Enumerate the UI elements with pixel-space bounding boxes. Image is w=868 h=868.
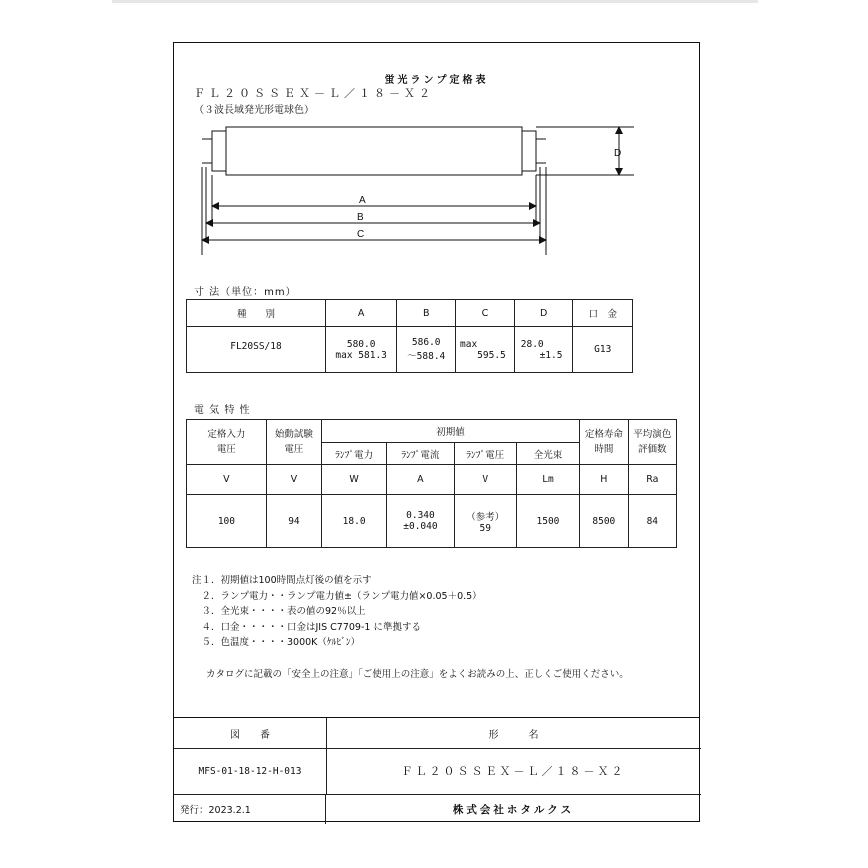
dim-header-a: A	[325, 300, 396, 327]
dim-b-value: 586.0	[411, 337, 441, 348]
note-item: ３．全光束・・・・表の値の92％以上	[192, 606, 366, 617]
elec-value-flux: 1500	[516, 495, 579, 548]
elec-value-voltage-main: 59	[479, 522, 491, 534]
model-subtitle: （３波長域発光形電球色）	[194, 105, 314, 116]
elec-header-cri	[628, 420, 676, 465]
elec-value-cri: 84	[628, 495, 676, 548]
elec-header-cri-line2: 評価数	[638, 444, 667, 455]
dimensions-header-row	[187, 300, 633, 327]
company-name: 株式会社ホタルクス	[452, 803, 575, 816]
dim-header-d: D	[514, 300, 573, 327]
elec-value-life: 8500	[580, 495, 629, 548]
dim-header-b: B	[397, 300, 456, 327]
lamp-cap-left	[212, 131, 226, 171]
dim-d-tolerance: ±1.5	[539, 349, 563, 361]
note-item: ５．色温度・・・・3000K（ｹﾙﾋﾞﾝ）	[192, 637, 361, 648]
elec-unit-cri: Ra	[628, 465, 676, 495]
elec-header-life-line2: 時間	[594, 444, 614, 455]
elec-value-start-test: 94	[266, 495, 321, 548]
electrical-table	[186, 419, 677, 548]
elec-value-current	[387, 495, 454, 548]
dimension-label-d: D	[614, 148, 622, 159]
notes-list	[192, 573, 482, 651]
elec-value-current-main: 0.340	[406, 510, 435, 521]
elec-value-voltage	[454, 495, 516, 548]
elec-units-row	[187, 465, 677, 495]
dim-base: G13	[573, 327, 633, 373]
dim-a-value: 580.0	[346, 338, 376, 350]
dim-b	[397, 327, 456, 373]
elec-value-power: 18.0	[322, 495, 387, 548]
dim-c-max: max	[460, 338, 478, 350]
sheet-title: 蛍光ランプ定格表	[384, 75, 489, 86]
dim-d-value: 28.0	[520, 338, 544, 350]
elec-unit-current: A	[387, 465, 454, 495]
lamp-tube	[226, 127, 522, 175]
elec-header-start-test	[266, 420, 321, 465]
dim-a-max: max 581.3	[335, 349, 387, 361]
elec-value-rated-voltage: 100	[187, 495, 267, 548]
elec-header-row-1	[187, 420, 677, 443]
elec-unit-voltage: V	[454, 465, 516, 495]
note-item: 注１．初期値は100時間点灯後の値を示す	[192, 575, 372, 586]
elec-value-current-tolerance: ±0.040	[403, 521, 438, 532]
dimension-label-a: A	[359, 195, 366, 206]
spec-sheet	[173, 42, 700, 822]
dimension-label-c: C	[357, 229, 365, 240]
elec-unit-flux: Lm	[516, 465, 579, 495]
elec-values-row	[187, 495, 677, 548]
dim-b-range: ～588.4	[407, 351, 446, 362]
elec-header-rated-voltage-line1: 定格入力	[207, 429, 246, 440]
dim-header-type: 種 別	[187, 300, 326, 327]
elec-header-lamp-power: ﾗﾝﾌﾟ電力	[322, 443, 387, 465]
caution-text: カタログに記載の「安全上の注意」「ご使用上の注意」をよくお読みの上、正しくご使用ください。	[206, 669, 629, 680]
elec-header-rated-voltage-line2: 電圧	[216, 444, 236, 455]
dim-c	[456, 327, 515, 373]
elec-header-start-test-line1: 始動試験	[274, 429, 313, 440]
model-name: ＦＬ２０ＳＳＥＸ－Ｌ／１８－Ｘ２	[326, 748, 701, 795]
dimensions-heading: 寸 法（単位：mm）	[194, 287, 297, 298]
title-block	[174, 717, 699, 824]
elec-unit-power: W	[322, 465, 387, 495]
elec-header-flux: 全光束	[516, 443, 579, 465]
elec-header-cri-line1: 平均演色	[633, 429, 672, 440]
note-item: ２．ランプ電力・・ランプ電力値±（ランプ電力値×0.05＋0.5）	[192, 590, 482, 602]
page-top-border	[112, 0, 758, 3]
lamp-dimension-drawing	[174, 43, 701, 273]
elec-header-life	[580, 420, 629, 465]
elec-header-start-test-line2: 電圧	[284, 444, 304, 455]
elec-unit-start-test: V	[266, 465, 321, 495]
model-number: ＦＬ２０ＳＳＥＸ－Ｌ／１８－Ｘ２	[194, 87, 434, 100]
elec-header-initial: 初期値	[322, 420, 580, 443]
lamp-cap-right	[522, 131, 536, 171]
issue-date: 発行：2023.2.1	[174, 794, 326, 824]
dim-c-value: 595.5	[477, 349, 506, 361]
dim-header-base: 口 金	[573, 300, 633, 327]
elec-unit-rated-voltage: V	[187, 465, 267, 495]
elec-header-lamp-current: ﾗﾝﾌﾟ電流	[387, 443, 454, 465]
dimensions-data-row	[187, 327, 633, 373]
dim-d	[514, 327, 573, 373]
drawing-number-label: 図 番	[174, 718, 327, 749]
dim-header-c: C	[456, 300, 515, 327]
elec-header-lamp-voltage: ﾗﾝﾌﾟ電圧	[454, 443, 516, 465]
dim-a	[325, 327, 396, 373]
note-item: ４．口金・・・・・口金はJIS C7709-1 に準拠する	[192, 621, 421, 633]
electrical-heading: 電 気 特 性	[194, 405, 251, 416]
model-name-label: 形 名	[326, 718, 701, 749]
elec-value-voltage-note: （参考）	[466, 511, 505, 523]
elec-header-life-line1: 定格寿命	[584, 429, 623, 440]
elec-unit-life: H	[580, 465, 629, 495]
elec-header-rated-voltage	[187, 420, 267, 465]
drawing-number: MFS-01-18-12-H-013	[174, 748, 327, 795]
dimensions-table	[186, 299, 633, 373]
dim-type: FL20SS/18	[187, 327, 326, 373]
dimension-label-b: B	[357, 212, 364, 223]
